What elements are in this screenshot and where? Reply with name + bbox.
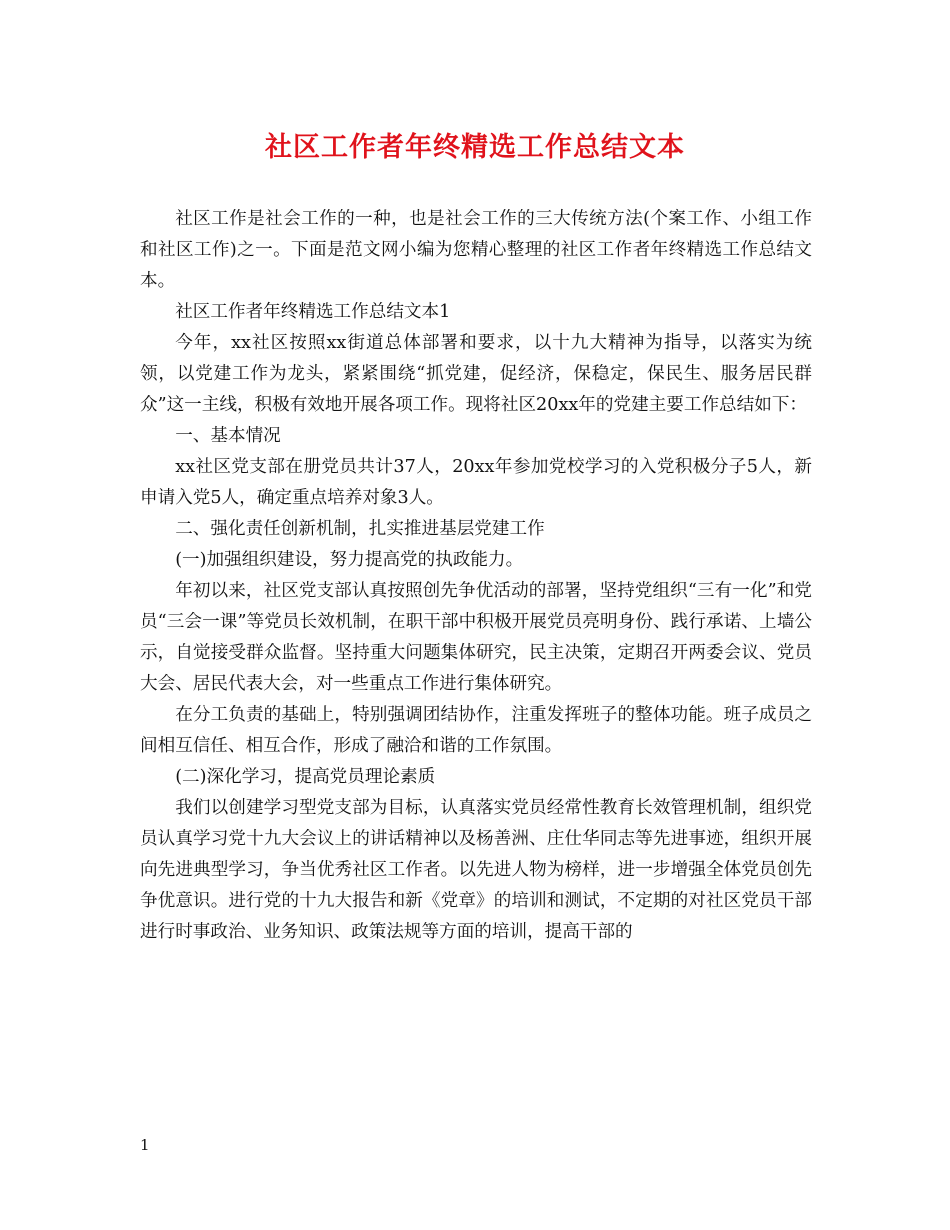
- subheading-organization-building: (一)加强组织建设，努力提高党的执政能力。: [175, 550, 524, 570]
- paragraph-overview: 今年，xx社区按照xx街道总体部署和要求，以十九大精神为指导，以落实为统领，以党建工作为龙头，紧紧围绕“抓党建，促经济，保稳定，保民生、服务居民群众”这一主线，积极有效地开展各项工作。现将社区20xx年的党建主要工作总结如下：: [140, 333, 812, 415]
- heading-strengthen-responsibility: 二、强化责任创新机制，扎实推进基层党建工作: [175, 519, 545, 539]
- page-number: 1: [140, 1136, 150, 1154]
- paragraph-basic-situation: xx社区党支部在册党员共计37人，20xx年参加党校学习的入党积极分子5人，新申请入党5人，确定重点培养对象3人。: [140, 457, 812, 508]
- paragraph-teamwork: 在分工负责的基础上，特别强调团结协作，注重发挥班子的整体功能。班子成员之间相互信任、相互合作，形成了融洽和谐的工作氛围。: [140, 705, 812, 756]
- paragraph-deepen-learning: 我们以创建学习型党支部为目标，认真落实党员经常性教育长效管理机制，组织党员认真学习党十九大会议上的讲话精神以及杨善洲、庄仕华同志等先进事迹，组织开展向先进典型学习，争当优秀社区工作者。以先进人物为榜样，进一步增强全体党员创先争优意识。进行党的十九大报告和新《党章》的培训和测试，不定期的对社区党员干部进行时事政治、业务知识、政策法规等方面的培训，提高干部的: [140, 798, 812, 942]
- section-heading-text-1: 社区工作者年终精选工作总结文本1: [175, 302, 451, 322]
- document-body: [140, 204, 812, 948]
- subheading-deepen-learning: (二)深化学习，提高党员理论素质: [175, 767, 436, 787]
- paragraph-organization-building: 年初以来，社区党支部认真按照创先争优活动的部署，坚持党组织“三有一化”和党员“三会一课”等党员长效机制，在职干部中积极开展党员亮明身份、践行承诺、上墙公示，自觉接受群众监督。坚持重大问题集体研究，民主决策，定期召开两委会议、党员大会、居民代表大会，对一些重点工作进行集体研究。: [140, 581, 812, 694]
- paragraph-intro: 社区工作是社会工作的一种，也是社会工作的三大传统方法(个案工作、小组工作和社区工作)之一。下面是范文网小编为您精心整理的社区工作者年终精选工作总结文本。: [140, 209, 812, 291]
- document-title: 社区工作者年终精选工作总结文本: [265, 132, 685, 163]
- heading-basic-situation: 一、基本情况: [175, 426, 281, 446]
